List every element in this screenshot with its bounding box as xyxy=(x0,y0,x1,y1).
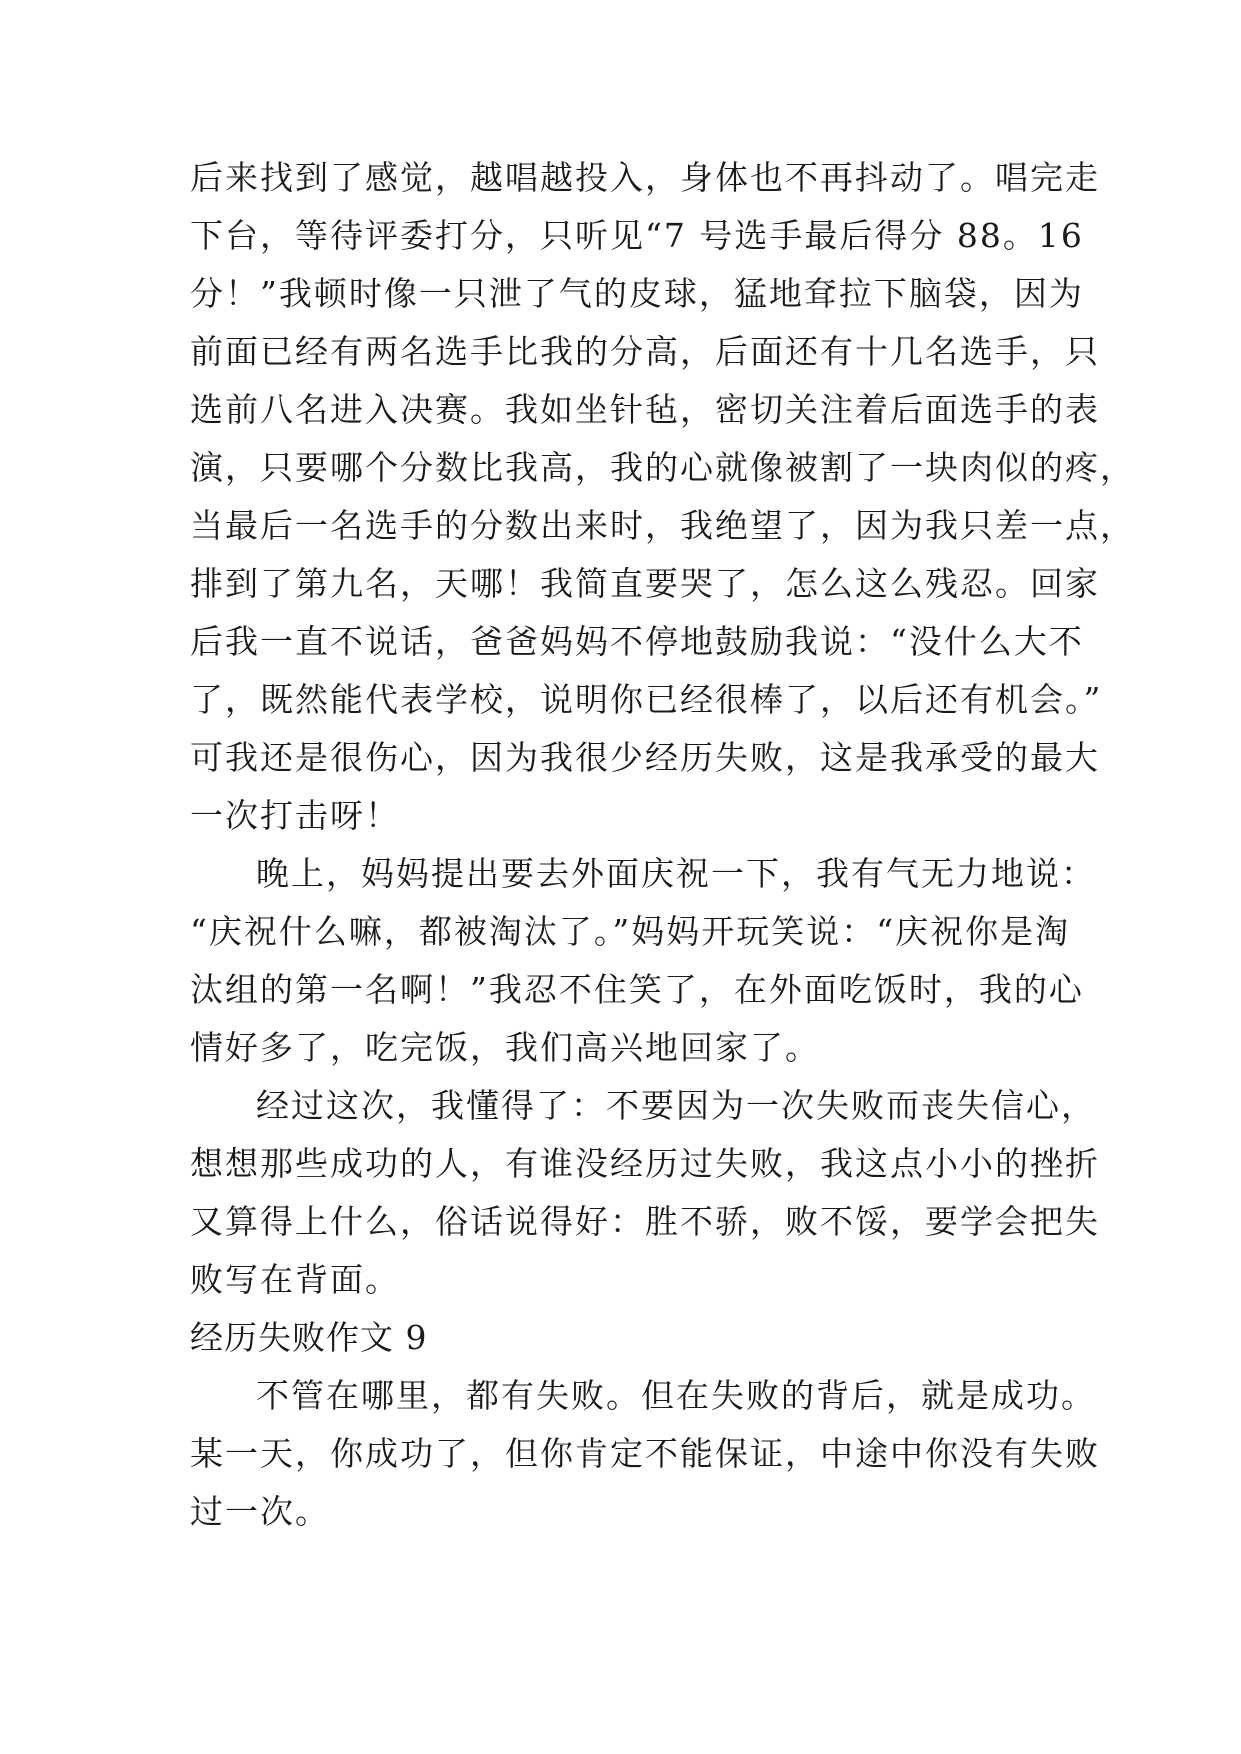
text-line: 可我还是很伤心，因为我很少经历失败，这是我承受的最大 xyxy=(190,738,1100,777)
text-line: 过一次。 xyxy=(190,1492,330,1531)
paragraph-start-line: 不管在哪里，都有失败。但在失败的背后，就是成功。 xyxy=(256,1376,1096,1415)
text-line: 情好多了，吃完饭，我们高兴地回家了。 xyxy=(190,1028,820,1067)
text-line: 某一天，你成功了，但你肯定不能保证，中途中你没有失败 xyxy=(190,1434,1100,1473)
text-line: 下台，等待评委打分，只听见“7 号选手最后得分 88。16 xyxy=(190,216,1084,255)
text-line: 后来找到了感觉，越唱越投入，身体也不再抖动了。唱完走 xyxy=(190,158,1100,197)
section-heading: 经历失败作文 9 xyxy=(190,1318,428,1357)
text-line: 了，既然能代表学校，说明你已经很棒了，以后还有机会。” xyxy=(190,680,1103,719)
text-line: 排到了第九名，天哪！我简直要哭了，怎么这么残忍。回家 xyxy=(190,564,1100,603)
text-line: 败写在背面。 xyxy=(190,1260,400,1299)
text-line: 汰组的第一名啊！”我忍不住笑了，在外面吃饭时，我的心 xyxy=(190,970,1084,1009)
text-line: 一次打击呀！ xyxy=(190,796,400,835)
text-line: “庆祝什么嘛，都被淘汰了。”妈妈开玩笑说：“庆祝你是淘 xyxy=(190,912,1071,951)
paragraph-start-line: 晚上，妈妈提出要去外面庆祝一下，我有气无力地说： xyxy=(256,854,1096,893)
text-line: 选前八名进入决赛。我如坐针毡，密切关注着后面选手的表 xyxy=(190,390,1100,429)
text-line: 想想那些成功的人，有谁没经历过失败，我这点小小的挫折 xyxy=(190,1144,1100,1183)
text-line: 前面已经有两名选手比我的分高，后面还有十几名选手，只 xyxy=(190,332,1100,371)
paragraph-start-line: 经过这次，我懂得了：不要因为一次失败而丧失信心， xyxy=(256,1086,1096,1125)
text-line: 后我一直不说话，爸爸妈妈不停地鼓励我说：“没什么大不 xyxy=(190,622,1084,661)
text-line: 当最后一名选手的分数出来时，我绝望了，因为我只差一点， xyxy=(190,506,1135,545)
text-line: 又算得上什么，俗话说得好：胜不骄，败不馁，要学会把失 xyxy=(190,1202,1100,1241)
text-line: 分！”我顿时像一只泄了气的皮球，猛地耷拉下脑袋，因为 xyxy=(190,274,1084,313)
text-line: 演，只要哪个分数比我高，我的心就像被割了一块肉似的疼， xyxy=(190,448,1135,487)
